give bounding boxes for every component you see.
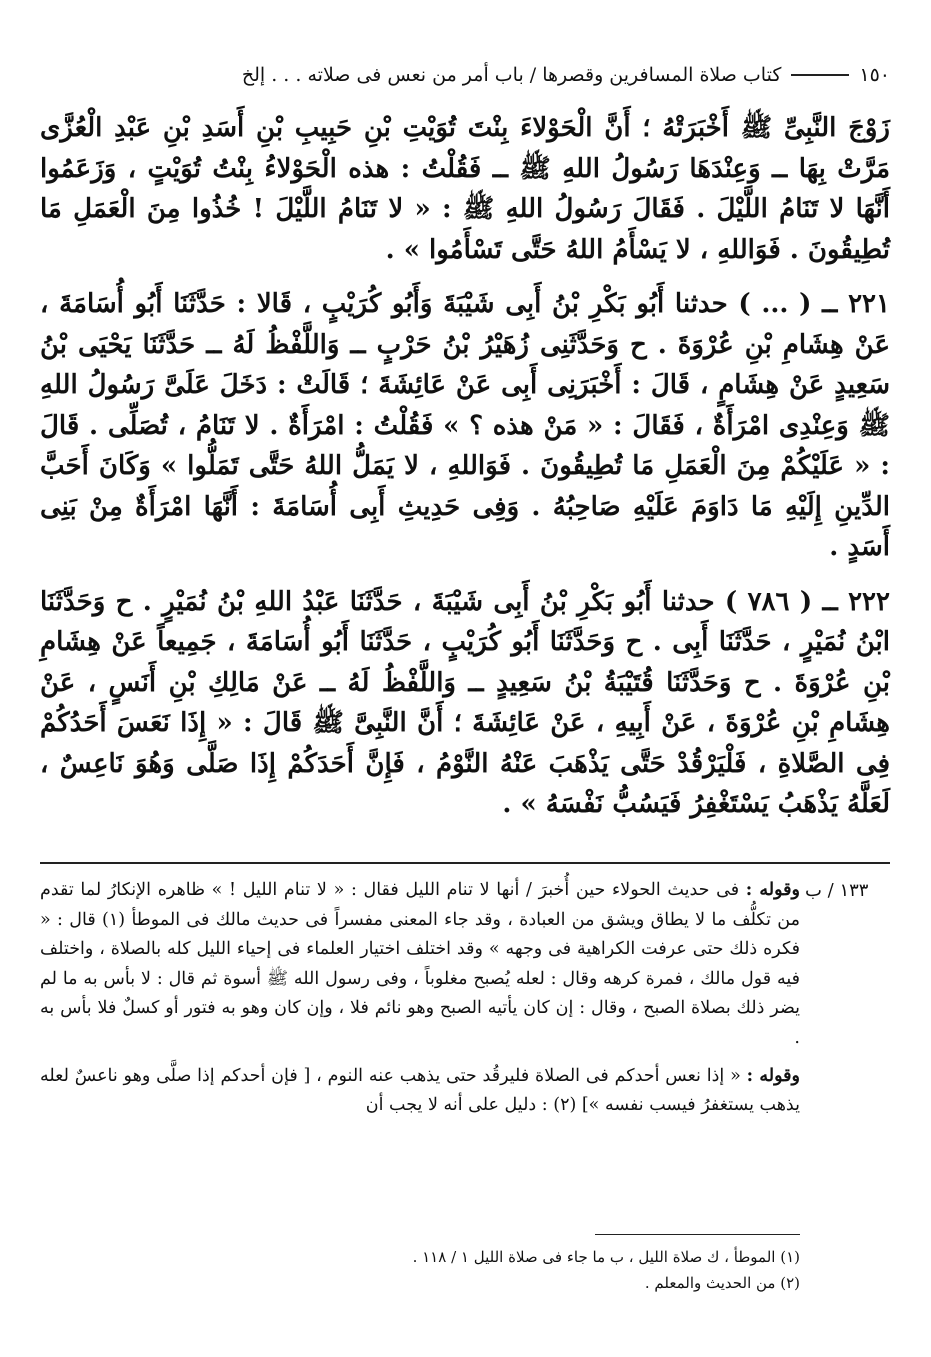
manuscript-folio-reference: ١٣٣ / ب (805, 880, 869, 901)
commentary (40, 876, 800, 1129)
hadith-text (40, 108, 890, 839)
commentary-1-text: فى حديث الحولاء حين أُخبرَ / أنها لا تنام الليل فقال : « لا تنام الليل ! » ظاهره الإنكارُ لما تقدم من تكلُّف ما لا يطاق ويشق من العبادة ، وقد جاء المعنى مفسراً فى حديث مالك فى الموطأ (١) قال : « فكره ذلك حتى عرفت الكراهية فى وجهه » وقد اختلف اختيار العلماء فى إحياء الليل كله بالصلاة ، واختلف فيه قول مالك ، فمرة كرهه وقال : لعله يُصبح مغلوباً ، وفى رسول الله ﷺ أسوة ثم قال : لا بأس به ما لم يضر ذلك بصلاة الصبح ، وقال : إن كان يأتيه الصبح وهو نائم فلا ، وإن كان وهو به فتور أو كسلٌ فلا بأس به . (40, 880, 801, 1048)
running-header (40, 58, 890, 92)
commentary-2-text: « إذا نعس أحدكم فى الصلاة فليرقُد حتى يذهب عنه النوم ، [ فإن أحدكم إذا صلَّى وهو ناعسٌ لعله يذهب يستغفرُ فيسب نفسه »] (٢) : دليل على أنه لا يجب أن (40, 1065, 800, 1116)
footnotes (300, 1244, 800, 1296)
footnote-2: (٢) من الحديث والمعلم . (644, 1274, 800, 1292)
hadith-paragraph-1: زَوْجَ النَّبِىِّ ﷺ أَخْبَرَتْهُ ؛ أَنَّ الْحَوْلاءَ بِنْتَ تُوَيْتِ بْنِ حَبِيبِ بْنِ أَسَدِ بْنِ عَبْدِ الْعُزَّى مَرَّتْ بِهَا ــ وَعِنْدَهَا رَسُولُ اللهِ ﷺ ــ فَقُلْتُ : هذه الْحَوْلاءُ بِنْتُ تُوَيْتٍ ، وَزَعَمُوا أَنَّهَا لا تَنَامُ اللَّيْلَ . فَقَالَ رَسُولُ اللهِ ﷺ : « لا تَنَامُ اللَّيْلَ ! خُذُوا مِنَ الْعَمَلِ مَا تُطِيقُونَ . فَوَاللهِ ، لا يَسْأَمُ اللهُ حَتَّى تَسْأَمُوا » . (40, 113, 890, 265)
footnote-divider (595, 1234, 800, 1235)
commentary-paragraph-2 (40, 1062, 800, 1121)
hadith-221-body: ٢٢١ ــ ( ... ) حدثنا أَبُو بَكْرِ بْنُ أَبِى شَيْبَةَ وَأَبُو كُرَيْبٍ ، قَالا : حَدَّثَنَا أَبُو أُسَامَةَ ، عَنْ هِشَامِ بْنِ عُرْوَةَ . ح وَحَدَّثَنِى زُهَيْرُ بْنُ حَرْبٍ ــ وَاللَّفْظُ لَهُ ــ حَدَّثَنَا يَحْيَى بْنُ سَعِيدٍ عَنْ هِشَامٍ ، قَالَ : أَخْبَرَنِى أَبِى عَنْ عَائِشَةَ ؛ قَالَتْ : دَخَلَ عَلَىَّ رَسُولُ اللهِ ﷺ وَعِنْدِى امْرَأَةٌ ، فَقَالَ : « مَنْ هذه ؟ » فَقُلْتُ : امْرَأَةٌ . لا تَنَامُ ، تُصَلِّى . قَالَ : « عَلَيْكُمْ مِنَ الْعَمَلِ مَا تُطِيقُونَ . فَوَاللهِ ، لا يَمَلُّ اللهُ حَتَّى تَمَلُّوا » وَكَانَ أَحَبَّ الدِّينِ إِلَيْهِ مَا دَاوَمَ عَلَيْهِ صَاحِبُهُ . (40, 289, 890, 522)
text-divider (40, 862, 890, 864)
commentary-2-lead: وقوله : (746, 1065, 800, 1086)
header-dash (791, 74, 849, 76)
hadith-paragraph-221 (40, 284, 890, 568)
header-title: كتاب صلاة المسافرين وقصرها / باب أمر من نعس فى صلاته . . . إلخ (241, 64, 782, 86)
hadith-paragraph-222: ٢٢٢ ــ ( ٧٨٦ ) حدثنا أَبُو بَكْرِ بْنُ أَبِى شَيْبَةَ ، حَدَّثَنَا عَبْدُ اللهِ بْنُ نُمَيْرٍ . ح وَحَدَّثَنَا ابْنُ نُمَيْرٍ ، حَدَّثَنَا أَبِى . ح وَحَدَّثَنَا أَبُو كُرَيْبٍ ، حَدَّثَنَا أَبُو أُسَامَةَ ، جَمِيعاً عَنْ هِشَامِ بْنِ عُرْوَةَ . ح وَحَدَّثَنَا قُتَيْبَةُ بْنُ سَعِيدٍ ــ وَاللَّفْظُ لَهُ ــ عَنْ مَالِكِ بْنِ أَنَسٍ ، عَنْ هِشَامِ بْنِ عُرْوَةَ ، عَنْ أَبِيهِ ، عَنْ عَائِشَةَ ؛ أَنَّ النَّبِىَّ ﷺ قَالَ : « إِذَا نَعَسَ أَحَدُكُمْ فِى الصَّلاةِ ، فَلْيَرْقُدْ حَتَّى يَذْهَبَ عَنْهُ النَّوْمُ ، فَإِنَّ أَحَدَكُمْ إِذَا صَلَّى وَهُوَ نَاعِسٌ ، لَعَلَّهُ يَذْهَبُ يَسْتَغْفِرُ فَيَسُبُّ نَفْسَهُ » . (40, 586, 891, 819)
footnote-1: (١) الموطأ ، ك صلاة الليل ، ب ما جاء فى صلاة الليل ١ / ١١٨ . (412, 1248, 800, 1266)
hadith-221-tail: وَفِى حَدِيثِ أَبِى أُسَامَةَ : أَنَّهَا امْرَأَةٌ مِنْ بَنِى أَسَدٍ . (40, 491, 890, 562)
commentary-1-lead: وقوله : (745, 880, 800, 900)
commentary-paragraph-1 (40, 876, 800, 1054)
page-number: ١٥٠ (859, 64, 890, 86)
